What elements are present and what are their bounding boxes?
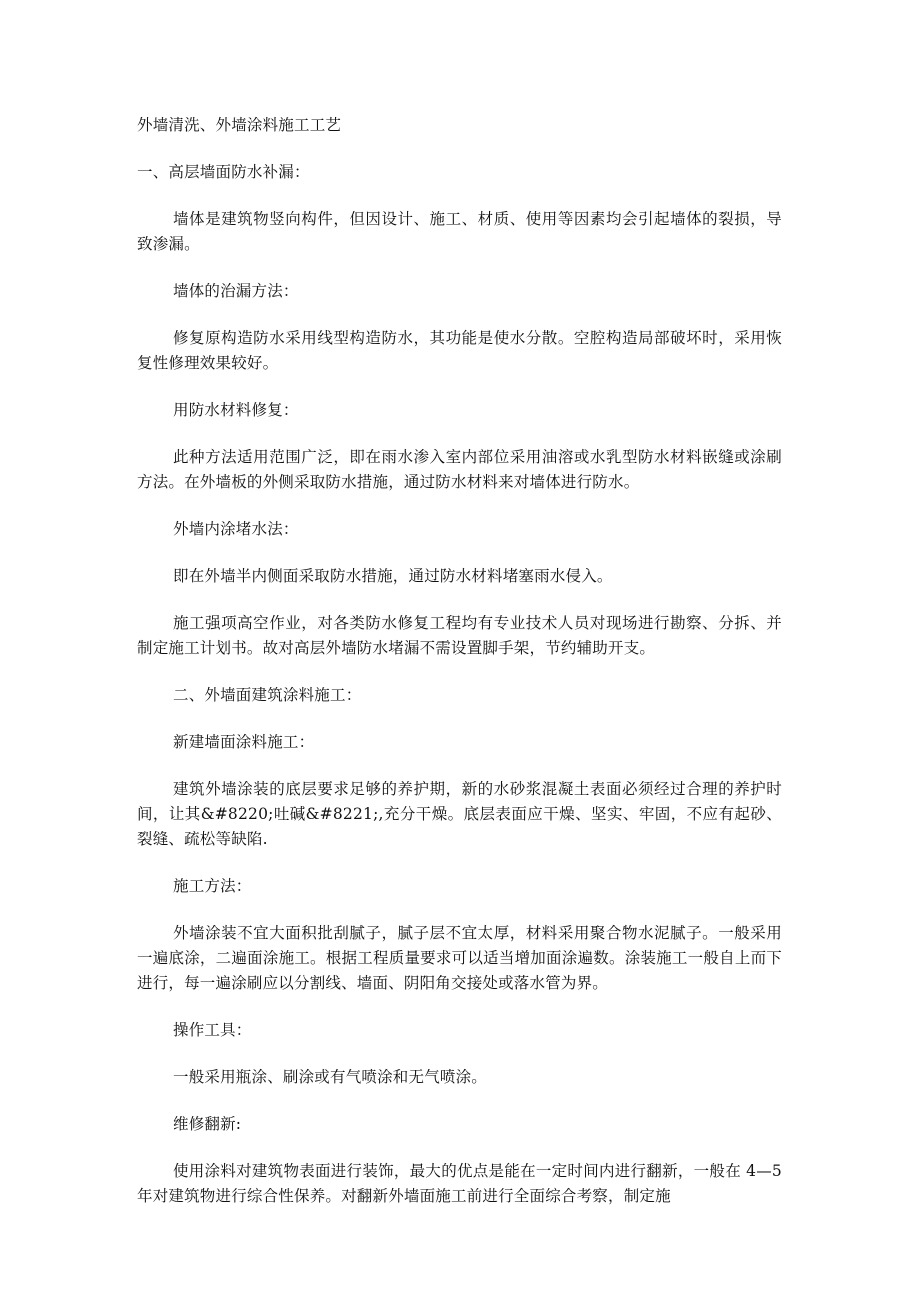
paragraph-high-altitude-work: 施工强项高空作业，对各类防水修复工程均有专业技术人员对现场进行勘察、分拆、并制定施工计划书。故对高层外墙防水堵漏不需设置脚手架，节约辅助开支。 xyxy=(137,614,782,657)
paragraph-interior-water-blocking: 即在外墙半内侧面采取防水措施，通过防水材料堵塞雨水侵入。 xyxy=(173,567,613,585)
subheading-waterproof-material-repair: 用防水材料修复： xyxy=(173,401,299,419)
subheading-construction-method: 施工方法： xyxy=(173,877,252,895)
document-body xyxy=(137,113,782,1209)
subheading-leak-repair-methods: 墙体的治漏方法： xyxy=(173,282,299,300)
subheading-new-wall-coating: 新建墙面涂料施工： xyxy=(173,733,315,751)
document-title: 外墙清洗、外墙涂料施工工艺 xyxy=(137,116,342,134)
subheading-interior-water-blocking: 外墙内涂堵水法： xyxy=(173,520,299,538)
paragraph-substrate-requirements: 建筑外墙涂装的底层要求足够的养护期，新的水砂浆混凝土表面必须经过合理的养护时间，让其&#8220;吐碱&#8221;,充分干燥。底层表面应干燥、坚实、牢固，不应有起砂、裂缝、疏松等缺陷. xyxy=(137,780,782,848)
paragraph-structural-repair: 修复原构造防水采用线型构造防水，其功能是使水分散。空腔构造局部破坏时，采用恢复性修理效果较好。 xyxy=(137,329,782,372)
section-heading-waterproofing: 一、高层墙面防水补漏： xyxy=(137,163,310,181)
subheading-maintenance-renovation: 维修翻新: xyxy=(173,1115,242,1133)
subheading-tools: 操作工具： xyxy=(173,1021,252,1039)
paragraph-coating-procedure: 外墙涂装不宜大面积批刮腻子，腻子层不宜太厚，材料采用聚合物水泥腻子。一般采用一遍底涂，二遍面涂施工。根据工程质量要求可以适当增加面涂遍数。涂装施工一般自上而下进行，每一遍涂刷应以分割线、墙面、阴阳角交接处或落水管为界。 xyxy=(137,924,782,992)
paragraph-material-repair-method: 此种方法适用范围广泛，即在雨水渗入室内部位采用油溶或水乳型防水材料嵌缝或涂刷方法。在外墙板的外侧采取防水措施，通过防水材料来对墙体进行防水。 xyxy=(137,448,782,491)
paragraph-wall-leak-cause: 墙体是建筑物竖向构件，但因设计、施工、材质、使用等因素均会引起墙体的裂损，导致渗漏。 xyxy=(137,210,782,253)
paragraph-renovation-advantage: 使用涂料对建筑物表面进行装饰，最大的优点是能在一定时间内进行翻新，一般在 4—5 年对建筑物进行综合性保养。对翻新外墙面施工前进行全面综合考察，制定施 xyxy=(137,1162,782,1205)
section-heading-exterior-coating: 二、外墙面建筑涂料施工： xyxy=(173,686,362,704)
paragraph-tool-methods: 一般采用瓶涂、刷涂或有气喷涂和无气喷涂。 xyxy=(173,1068,488,1086)
